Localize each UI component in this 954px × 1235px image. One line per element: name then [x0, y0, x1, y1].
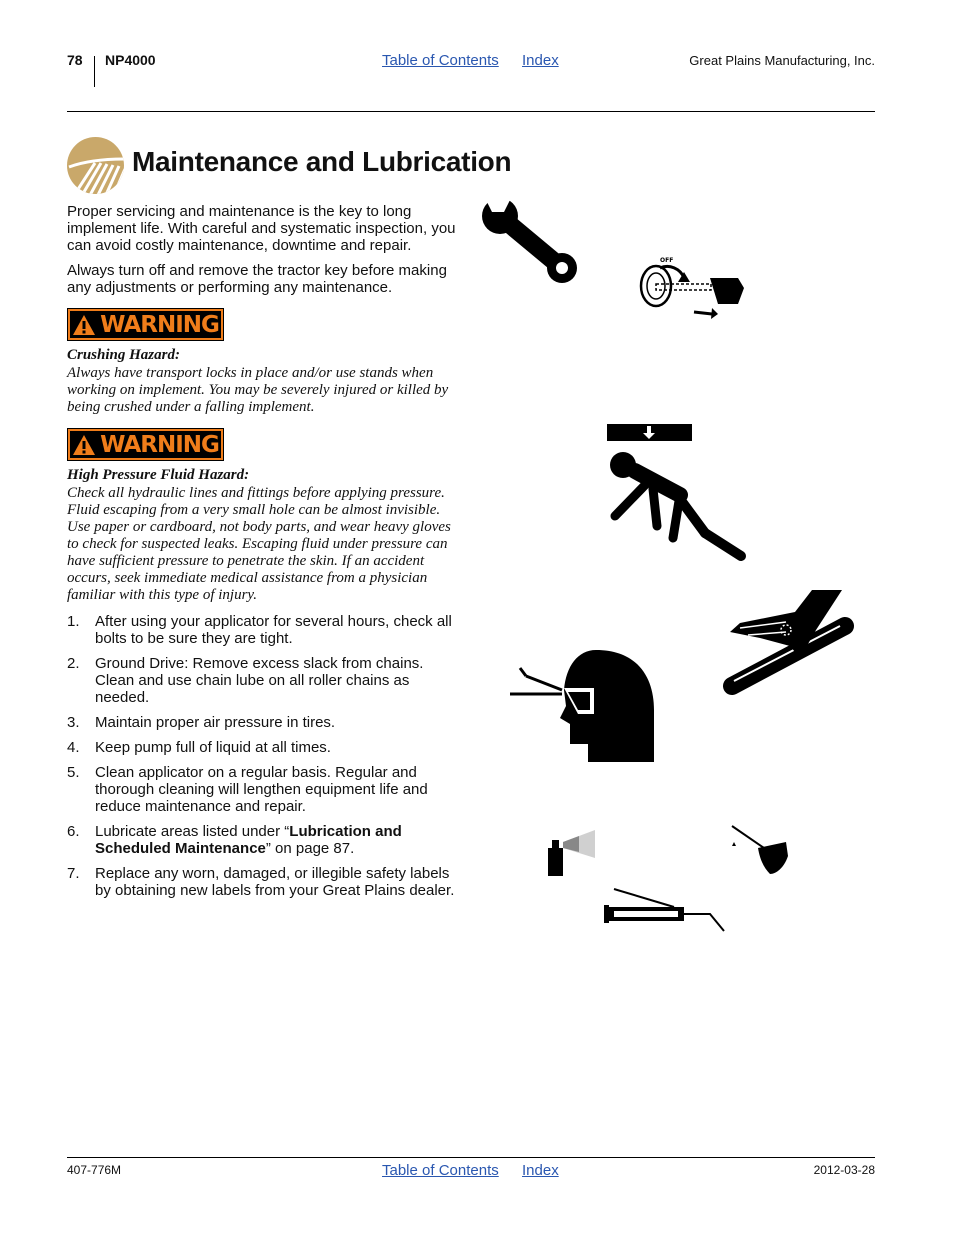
warning-triangle-icon — [72, 314, 96, 336]
list-item-number: 2. — [67, 655, 80, 672]
ignition-key-icon — [638, 248, 748, 323]
list-item: Clean applicator on a regular basis. Regular and thorough cleaning will lengthen equipment life and reduce maintenance and repair. — [95, 764, 428, 815]
list-item-number: 5. — [67, 764, 80, 781]
model-name: NP4000 — [105, 52, 156, 68]
revision-date: 2012-03-28 — [813, 1163, 875, 1177]
crushing-hazard-icon — [605, 423, 750, 563]
list-item-text: ” on page 87. — [265, 840, 355, 857]
spray-lube-icon — [545, 826, 600, 878]
intro-paragraph: Proper servicing and maintenance is the key to long implement life. With careful and systematic inspection, you can avoid costly maintenance, downtime and repair. — [67, 203, 456, 254]
header-index-link[interactable]: Index — [522, 52, 559, 69]
high-pressure-fluid-icon — [720, 588, 855, 698]
warning-label-text: WARNING — [100, 431, 219, 458]
warning-label-text: WARNING — [100, 311, 219, 338]
list-item-number: 3. — [67, 714, 80, 731]
warning-label — [67, 308, 224, 341]
hazard-text: Always have transport locks in place and/or use stands when working on implement. You may be severely injured or killed by being crushed under a falling implement. — [67, 365, 449, 415]
list-item: Ground Drive: Remove excess slack from chains. Clean and use chain lube on all roller chains as needed. — [95, 655, 424, 706]
great-plains-logo-icon — [67, 137, 124, 194]
page-title: Maintenance and Lubrication — [132, 146, 512, 177]
footer-toc-link[interactable]: Table of Contents — [382, 1162, 499, 1179]
header-rule — [67, 111, 875, 112]
footer-index-link[interactable]: Index — [522, 1162, 559, 1179]
grease-gun-icon — [602, 885, 727, 933]
list-item — [95, 823, 455, 857]
header-toc-link[interactable]: Table of Contents — [382, 52, 499, 69]
list-item: Keep pump full of liquid at all times. — [95, 739, 331, 756]
list-item: Maintain proper air pressure in tires. — [95, 714, 336, 731]
company-name: Great Plains Manufacturing, Inc. — [689, 53, 875, 68]
hazard-title: High Pressure Fluid Hazard: — [67, 467, 250, 483]
oil-can-icon — [728, 824, 793, 879]
footer-rule — [67, 1157, 875, 1158]
warning-label — [67, 428, 224, 461]
list-item: After using your applicator for several hours, check all bolts to be sure they are tight. — [95, 613, 452, 647]
header-divider — [94, 56, 95, 87]
intro-paragraph-key: Always turn off and remove the tractor key before making any adjustments or performing any maintenance. — [67, 262, 447, 296]
page-number: 78 — [67, 52, 83, 68]
list-item-number: 7. — [67, 865, 80, 882]
wrench-icon — [482, 198, 580, 288]
part-number: 407-776M — [67, 1163, 122, 1177]
list-item: Replace any worn, damaged, or illegible safety labels by obtaining new labels from your Great Plains dealer. — [95, 865, 455, 899]
list-item-number: 4. — [67, 739, 80, 756]
list-item-number: 1. — [67, 613, 80, 630]
list-item-number: 6. — [67, 823, 80, 840]
hazard-text: Check all hydraulic lines and fittings before applying pressure. Fluid escaping from a very small hole can be almost invisible. Use paper or cardboard, not body parts, and wear heavy gloves to check for suspected leaks. Escaping fluid under pressure can have sufficient pressure to penetrate the skin. If an accident occurs, seek immediate medical assistance from a physician familiar with this type of injury. — [67, 485, 451, 603]
safety-glasses-icon — [508, 648, 656, 764]
cross-reference: Lubrication and Scheduled Maintenance — [95, 823, 402, 857]
warning-triangle-icon — [72, 434, 96, 456]
list-item-text: Lubricate areas listed under “ — [95, 823, 290, 840]
hazard-title: Crushing Hazard: — [67, 347, 180, 363]
key-off-text: OFF — [660, 257, 674, 264]
